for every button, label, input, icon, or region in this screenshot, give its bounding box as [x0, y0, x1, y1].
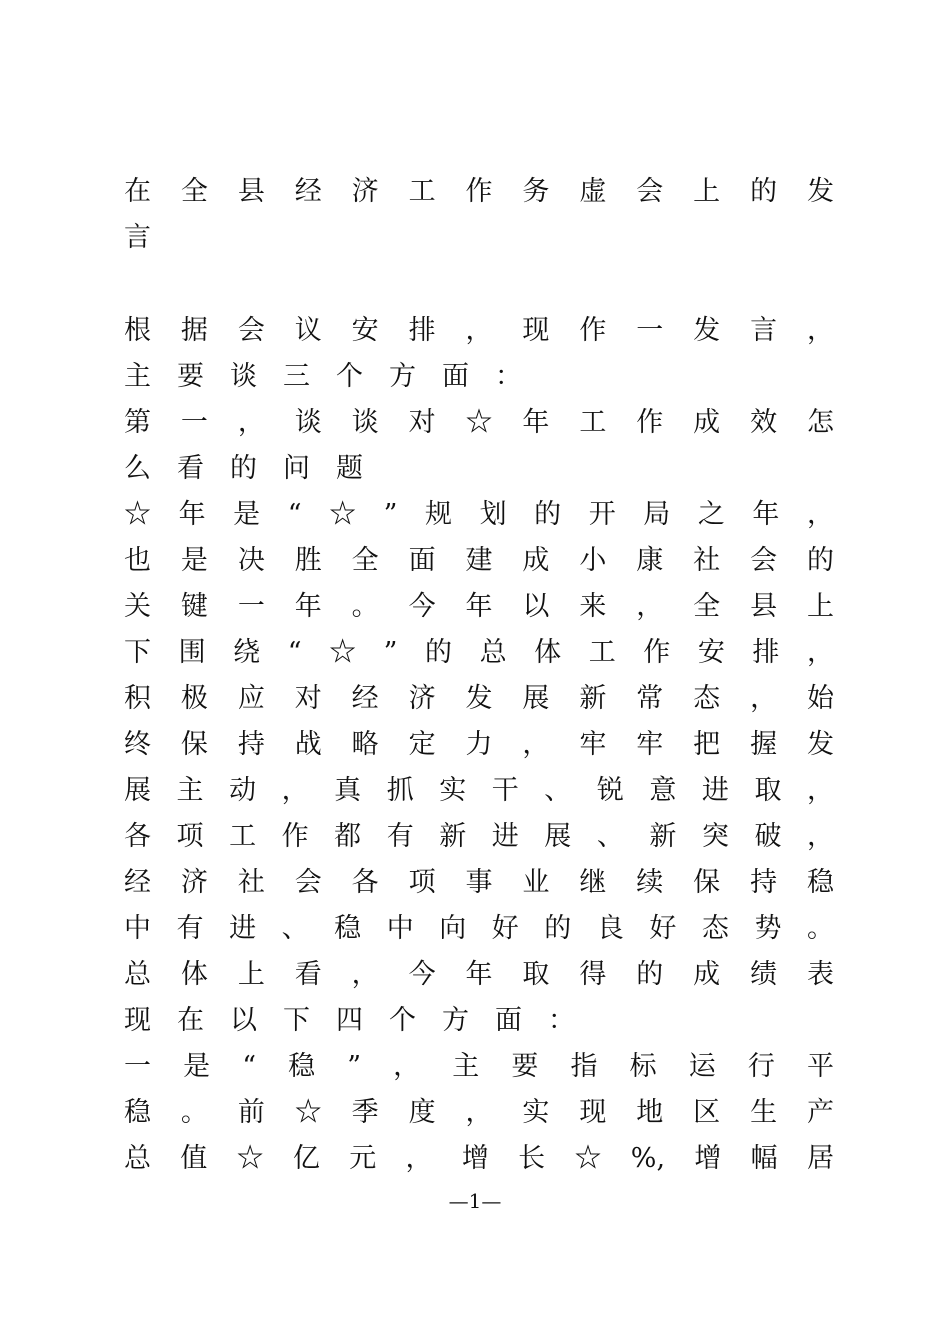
section-heading-line: 么看的问题	[124, 453, 389, 484]
body-line: 积极应对经济发展新常态，始	[124, 683, 834, 714]
section-heading-line: 第一，谈谈对☆年工作成效怎	[124, 407, 834, 438]
body-line: 一是“稳”，主要指标运行平	[124, 1051, 834, 1082]
body-line: 总体上看，今年取得的成绩表	[124, 959, 834, 990]
body-line: 也是决胜全面建成小康社会的	[124, 545, 834, 576]
body-line: 经济社会各项事业继续保持稳	[124, 867, 834, 898]
body-line: 关键一年。今年以来，全县上	[124, 591, 834, 622]
body-line: 根据会议安排，现作一发言，	[124, 315, 834, 346]
body-line: 主要谈三个方面：	[124, 361, 548, 392]
body-line: 中有进、稳中向好的良好态势。	[124, 913, 834, 944]
body-line: ☆年是“☆”规划的开局之年，	[124, 499, 834, 530]
body-line: 终保持战略定力，牢牢把握发	[124, 729, 834, 760]
body-line: 稳。前☆季度，实现地区生产	[124, 1097, 834, 1128]
title-line-2: 言	[124, 222, 177, 253]
title-line-1: 在全县经济工作务虚会上的发	[124, 176, 834, 207]
body-line: 下围绕“☆”的总体工作安排，	[124, 637, 834, 668]
body-line: 各项工作都有新进展、新突破，	[124, 821, 834, 852]
body-line: 展主动，真抓实干、锐意进取，	[124, 775, 834, 806]
page-number: —1—	[448, 1189, 502, 1213]
body-line: 总值☆亿元，增长☆%,增幅居	[124, 1143, 834, 1174]
body-line: 现在以下四个方面：	[124, 1005, 601, 1036]
